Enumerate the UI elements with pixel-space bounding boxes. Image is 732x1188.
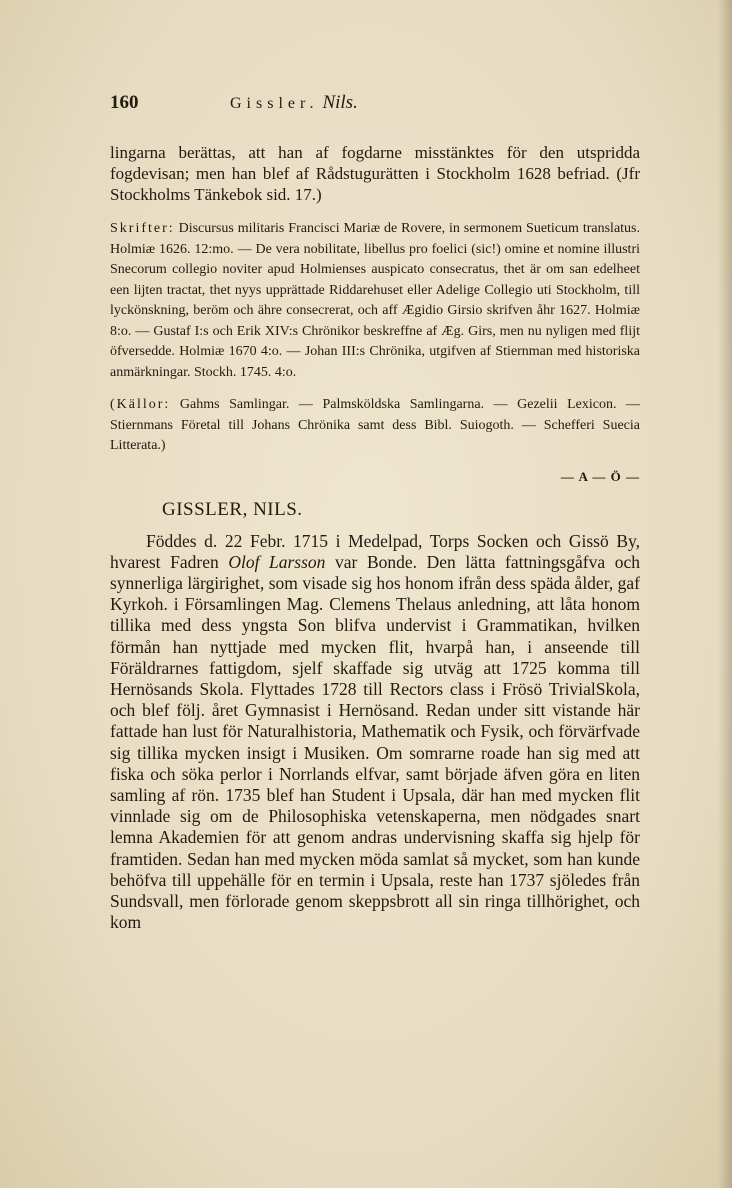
section-title: GISSLER, NILS. — [162, 498, 303, 520]
running-head-surname: Gissler. — [230, 95, 319, 112]
page-number: 160 — [110, 92, 139, 113]
father-name: Olof Larsson — [228, 551, 326, 572]
skrifter-label: Skrifter: — [110, 221, 175, 236]
biography-part1: Föddes d. 22 Febr. 1715 i Medelpad, Torps Socken och Gissö By, hvarest Fadren — [110, 530, 640, 572]
intro-paragraph: lingarna berättas, att han af fogdarne misstänktes för den utspridda fogdevisan; men han blef af Rådstugurätten i Stockholm 1628 befriad. (Jfr Stockholms Tänkebok sid. 17.) — [110, 143, 640, 204]
section-separator: — A — Ö — — [560, 468, 640, 484]
running-head-given-name: Nils. — [322, 92, 358, 113]
skrifter-paragraph — [110, 219, 640, 383]
biography-part2: var Bonde. Den lätta fattningsgåfva och synnerliga lärgirighet, som visade sig hos honom ifrån dess späda ålder, gaf Kyrkoh. i Församlingen Mag. Clemens Thelaus anledning, att låta honom tillika med dess yngsta Son blifva undervist i Grammatikan, hvilken förmån han nyttjade med mycken flit, hvarpå han, i anseende till Föräldrarnes fattigdom, sjelf skaffade sig utväg att 1725 komma till Hernösands Skola. Flyttades 1728 till Rectors class i Frösö TrivialSkola, och blef följ. året Gymnasist i Hernösand. Redan under sitt vistande här fattade han lust för Naturalhistoria, Mathematik och Fysik, och förvärfvade sig tillika mycken insigt i Musiken. Om somrarne roade han sig med att fiska och söka perlor i Norrlands elfvar, samt började äfven göra en liten samling af rön. 1735 blef han Student i Upsala, där han med mycken flit vinnlade sig om de Philosophiska vetenskaperna, men nödgades snart lemna Akademien för att genom andras undervisning skaffa sig hjelp för framtiden. Sedan han med mycken möda samlat så mycket, som han kunde behöfva till uppehälle för en termin i Upsala, reste han 1737 sjöledes från Sundsvall, men förlorade genom skeppsbrott all sin ringa tillhörighet, och kom — [110, 551, 641, 933]
biography-paragraph — [110, 531, 640, 934]
running-head — [230, 92, 358, 114]
page-header — [110, 92, 640, 122]
kallor-text: Gahms Samlingar. — Palmsköldska Samlingarna. — Gezelii Lexicon. — Stiernmans Företal till Johans Chrönika samt dess Bibl. Suiogoth. — Schefferi Suecia Litterata.) — [110, 397, 640, 453]
kallor-paragraph — [110, 395, 640, 457]
kallor-label: (Källor: — [110, 397, 171, 412]
skrifter-text: Discursus militaris Francisci Mariæ de Rovere, in sermonem Sueticum translatus. Holmiæ 1626. 12:mo. — De vera nobilitate, libellus pro foelici (sic!) omine et nomine illustri Snecorum collegio noviter apud Holmienses auspicato consecratus, thet är om san edelheet een lijten tractat, thet nyys upprättade Riddarehuset eller Adelige Collegio uti Stockholm, till lyckönskning, beröm och ähre consecrerat, och aff Ægidio Girsio skrifven åhr 1627. Holmiæ 8:o. — Gustaf I:s och Erik XIV:s Chrönikor beskreffne af Æg. Girs, men nu nyligen med flijt öfversedde. Holmiæ 1670 4:o. — Johan III:s Chrönika, utgifven af Stiernman med historiska anmärkningar. Stockh. 1745. 4:o. — [110, 221, 640, 380]
